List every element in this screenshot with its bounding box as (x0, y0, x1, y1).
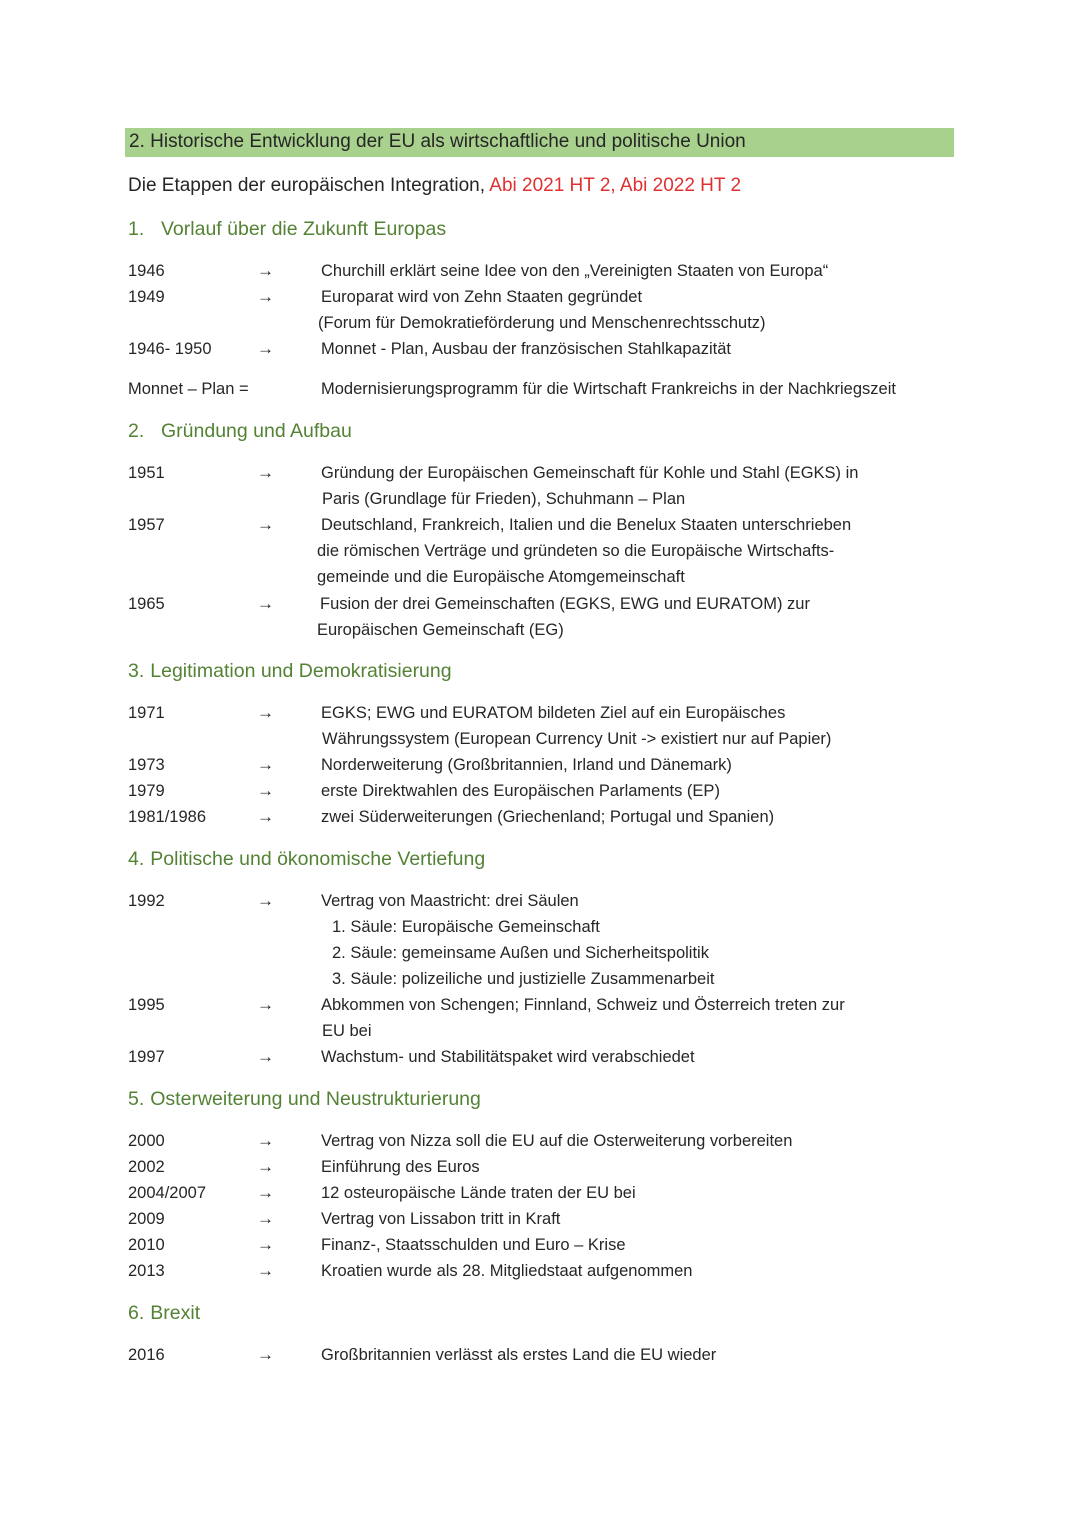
arrow-icon: → (257, 339, 274, 358)
timeline-year: 1971 (128, 704, 165, 722)
section-heading (128, 218, 446, 241)
section-number: 3. (128, 660, 145, 682)
timeline-description: 1. Säule: Europäische Gemeinschaft (332, 918, 600, 936)
arrow-icon: → (257, 1183, 274, 1202)
timeline-year: 2016 (128, 1346, 165, 1364)
section-number: 6. (128, 1302, 145, 1324)
arrow-icon: → (257, 1209, 274, 1228)
arrow-icon: → (257, 1261, 274, 1280)
timeline-year: 1965 (128, 595, 165, 613)
timeline-year: 2002 (128, 1158, 165, 1176)
timeline-description: (Forum für Demokratieförderung und Menschenrechtsschutz) (318, 314, 766, 332)
timeline-year: 2009 (128, 1210, 165, 1228)
timeline-description: Churchill erklärt seine Idee von den „Vereinigten Staaten von Europa“ (321, 262, 829, 280)
timeline-description: Finanz-, Staatsschulden und Euro – Krise (321, 1236, 626, 1254)
timeline-year: 2004/2007 (128, 1184, 206, 1202)
arrow-icon: → (257, 755, 274, 774)
timeline-description: Vertrag von Lissabon tritt in Kraft (321, 1210, 561, 1228)
timeline-year: 1981/1986 (128, 808, 206, 826)
exam-references: Abi 2021 HT 2, Abi 2022 HT 2 (489, 175, 742, 196)
timeline-year: 2000 (128, 1132, 165, 1150)
page-title: 2. Historische Entwicklung der EU als wirtschaftliche und politische Union (129, 131, 746, 152)
timeline-description: zwei Süderweiterungen (Griechenland; Portugal und Spanien) (321, 808, 775, 826)
arrow-icon: → (257, 807, 274, 826)
section-number: 5. (128, 1088, 145, 1110)
timeline-year: 2013 (128, 1262, 165, 1280)
timeline-description: Kroatien wurde als 28. Mitgliedstaat aufgenommen (321, 1262, 693, 1280)
arrow-icon: → (257, 594, 274, 613)
arrow-icon: → (257, 781, 274, 800)
timeline-description: Monnet - Plan, Ausbau der französischen Stahlkapazität (321, 340, 731, 358)
timeline-description: Währungssystem (European Currency Unit -> existiert nur auf Papier) (322, 730, 832, 748)
timeline-year: 1957 (128, 516, 165, 534)
timeline-description: Europäischen Gemeinschaft (EG) (317, 621, 564, 639)
arrow-icon: → (257, 1345, 274, 1364)
section-title: Gründung und Aufbau (161, 420, 352, 442)
section-heading (128, 848, 485, 871)
title-bar (125, 128, 954, 157)
timeline-description: Großbritannien verlässt als erstes Land die EU wieder (321, 1346, 717, 1364)
section-heading (128, 1302, 200, 1325)
timeline-description: Fusion der drei Gemeinschaften (EGKS, EWG und EURATOM) zur (320, 595, 810, 613)
section-title: Brexit (150, 1302, 201, 1324)
timeline-year: 1973 (128, 756, 165, 774)
timeline-description: Wachstum- und Stabilitätspaket wird verabschiedet (321, 1048, 695, 1066)
timeline-description: erste Direktwahlen des Europäischen Parlaments (EP) (321, 782, 720, 800)
timeline-year: 1949 (128, 288, 165, 306)
timeline-year: 1992 (128, 892, 165, 910)
section-title: Legitimation und Demokratisierung (150, 660, 452, 682)
section-number: 4. (128, 848, 145, 870)
section-number: 2. (128, 420, 145, 442)
timeline-description: Norderweiterung (Großbritannien, Irland und Dänemark) (321, 756, 732, 774)
arrow-icon: → (257, 287, 274, 306)
timeline-year: 1946- 1950 (128, 340, 212, 358)
timeline-year: 1997 (128, 1048, 165, 1066)
timeline-description: EU bei (322, 1022, 372, 1040)
timeline-description: Einführung des Euros (321, 1158, 480, 1176)
arrow-icon: → (257, 1157, 274, 1176)
timeline-description: Vertrag von Maastricht: drei Säulen (321, 892, 579, 910)
timeline-year: 1995 (128, 996, 165, 1014)
timeline-description: EGKS; EWG und EURATOM bildeten Ziel auf ein Europäisches (321, 704, 786, 722)
section-title: Osterweiterung und Neustrukturierung (150, 1088, 481, 1110)
timeline-year: 1946 (128, 262, 165, 280)
arrow-icon: → (257, 703, 274, 722)
arrow-icon: → (257, 1235, 274, 1254)
timeline-year: 2010 (128, 1236, 165, 1254)
timeline-year: 1951 (128, 464, 165, 482)
arrow-icon: → (257, 995, 274, 1014)
definition-text: Modernisierungsprogramm für die Wirtschaft Frankreichs in der Nachkriegszeit (321, 380, 896, 398)
arrow-icon: → (257, 463, 274, 482)
arrow-icon: → (257, 1131, 274, 1150)
timeline-description: Europarat wird von Zehn Staaten gegründet (321, 288, 643, 306)
section-heading (128, 420, 352, 443)
arrow-icon: → (257, 1047, 274, 1066)
section-heading (128, 1088, 481, 1111)
timeline-description: 2. Säule: gemeinsame Außen und Sicherheitspolitik (332, 944, 709, 962)
arrow-icon: → (257, 261, 274, 280)
subtitle (128, 175, 741, 197)
timeline-year: 1979 (128, 782, 165, 800)
timeline-description: die römischen Verträge und gründeten so die Europäische Wirtschafts- (317, 542, 835, 560)
section-title: Vorlauf über die Zukunft Europas (161, 218, 447, 240)
timeline-description: Deutschland, Frankreich, Italien und die Benelux Staaten unterschrieben (321, 516, 852, 534)
subtitle-main: Die Etappen der europäischen Integration, (128, 175, 490, 196)
timeline-description: gemeinde und die Europäische Atomgemeinschaft (317, 568, 685, 586)
timeline-description: 3. Säule: polizeiliche und justizielle Zusammenarbeit (332, 970, 715, 988)
timeline-description: Gründung der Europäischen Gemeinschaft für Kohle und Stahl (EGKS) in (321, 464, 859, 482)
arrow-icon: → (257, 515, 274, 534)
section-number: 1. (128, 218, 145, 240)
timeline-description: Abkommen von Schengen; Finnland, Schweiz und Österreich treten zur (321, 996, 845, 1014)
timeline-description: Paris (Grundlage für Frieden), Schuhmann – Plan (322, 490, 686, 508)
section-title: Politische und ökonomische Vertiefung (150, 848, 486, 870)
section-heading (128, 660, 452, 683)
definition-term: Monnet – Plan = (128, 380, 249, 398)
timeline-description: Vertrag von Nizza soll die EU auf die Osterweiterung vorbereiten (321, 1132, 793, 1150)
timeline-description: 12 osteuropäische Lände traten der EU bei (321, 1184, 636, 1202)
arrow-icon: → (257, 891, 274, 910)
